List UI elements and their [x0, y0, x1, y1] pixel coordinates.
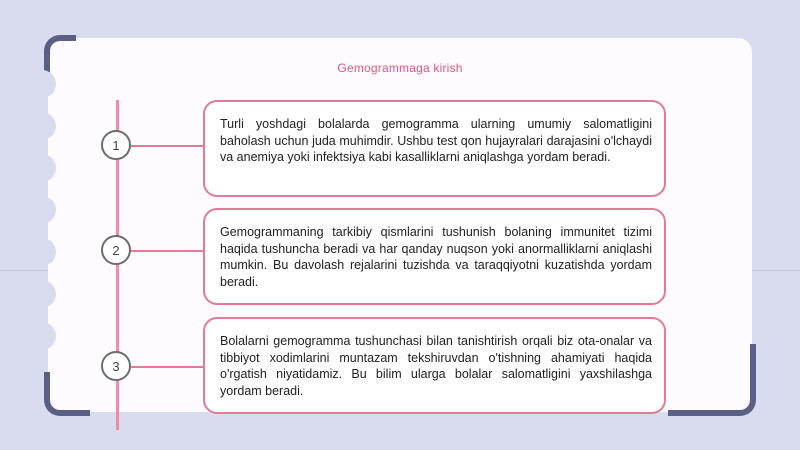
- notebook-hole: [28, 238, 56, 266]
- step-number-3: 3: [101, 351, 131, 381]
- corner-bracket-bottom-right: [668, 344, 756, 416]
- timeline-connector: [131, 250, 203, 252]
- notebook-hole: [28, 322, 56, 350]
- corner-bracket-bottom-left: [44, 372, 90, 416]
- step-text-box-1: Turli yoshdagi bolalarda gemogramma ularning umumiy salomatligini baholash uchun juda muhimdir. Ushbu test qon hujayralari darajasini o'lchaydi va anemiya yoki infektsiya kabi kasalliklarni aniqlashga yordam beradi.: [203, 100, 666, 197]
- notebook-hole: [28, 154, 56, 182]
- step-text-box-2: Gemogrammaning tarkibiy qismlarini tushunish bolaning immunitet tizimi haqida tushuncha beradi va har qanday nuqson yoki anormalliklarni aniqlashi mumkin. Bu davolash rejalarini tuzishda va taraqqiyotni kuzatishda yordam beradi.: [203, 208, 666, 305]
- step-number-2: 2: [101, 235, 131, 265]
- step-text-box-3: Bolalarni gemogramma tushunchasi bilan tanishtirish orqali biz ota-onalar va tibbiyot xodimlarini muntazam tekshiruvdan o'tishning ahamiyati haqida o'rgatish niyatidamiz. Bu bilim ularga bolalar salomatligini yaxshilashga yordam beradi.: [203, 317, 666, 414]
- timeline-connector: [131, 145, 203, 147]
- step-number-1: 1: [101, 130, 131, 160]
- notebook-hole: [28, 196, 56, 224]
- notebook-hole: [28, 280, 56, 308]
- timeline-connector: [131, 366, 203, 368]
- slide-title: Gemogrammaga kirish: [337, 61, 463, 75]
- notebook-hole: [28, 112, 56, 140]
